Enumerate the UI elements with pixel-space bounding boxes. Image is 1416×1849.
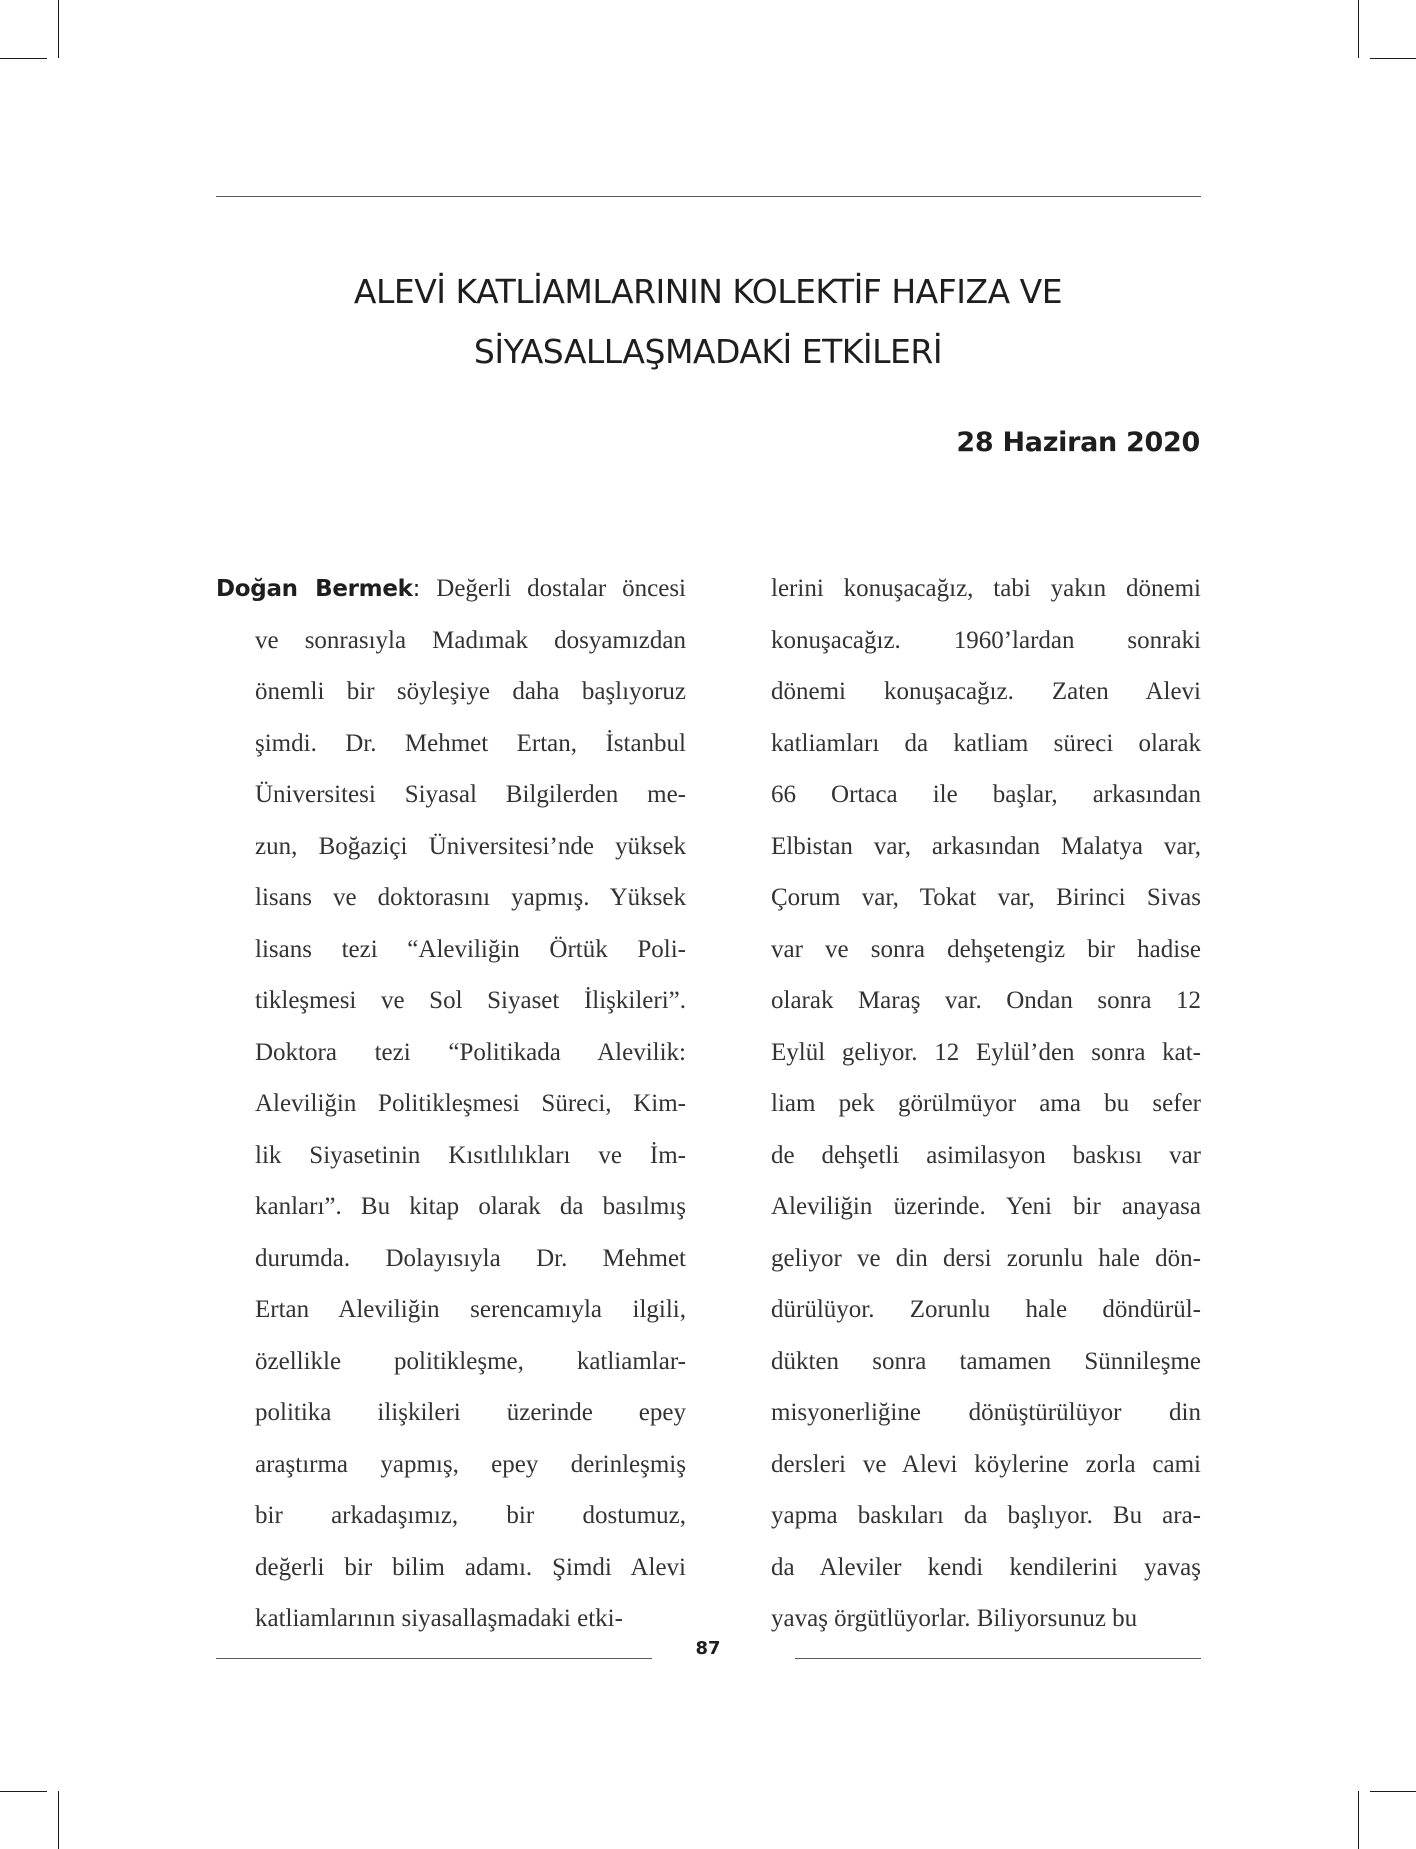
text-line: 66 Ortaca ile başlar, arkasından (771, 781, 1201, 808)
text-line: tikleşmesi ve Sol Siyaset İlişkileri”. (255, 987, 686, 1014)
text-line: araştırma yapmış, epey derinleşmiş (255, 1450, 686, 1478)
text-line: var ve sonra dehşetengiz bir hadise (771, 935, 1201, 963)
article-date: 28 Haziran 2020 (956, 427, 1200, 458)
speaker-name: Doğan Bermek (216, 576, 413, 602)
text-line: ve sonrasıyla Madımak dosyamızdan (255, 626, 686, 654)
line-text: Değerli dostalar öncesi (420, 575, 686, 602)
text-line: değerli bir bilim adamı. Şimdi Alevi (255, 1553, 686, 1581)
text-line: dürülüyor. Zorunlu hale döndürül- (771, 1296, 1201, 1323)
crop-mark (58, 0, 59, 58)
text-line: katliamlarının siyasallaşmadaki etki- (255, 1605, 623, 1632)
text-line: Doktora tezi “Politikada Alevilik: (255, 1038, 686, 1066)
text-line: Üniversitesi Siyasal Bilgilerden me- (255, 781, 686, 808)
text-line: Aleviliğin üzerinde. Yeni bir anayasa (771, 1193, 1201, 1220)
crop-mark (1358, 0, 1359, 58)
crop-mark (1370, 58, 1416, 59)
text-line: de dehşetli asimilasyon baskısı var (771, 1141, 1201, 1169)
page-number: 87 (695, 1638, 721, 1659)
text-line: özellikle politikleşme, katliamlar- (255, 1347, 686, 1375)
text-line: dükten sonra tamamen Sünnileşme (771, 1347, 1201, 1375)
text-line: katliamları da katliam süreci olarak (771, 729, 1201, 757)
text-line: konuşacağız. 1960’lardan sonraki (771, 626, 1201, 654)
text-line: lerini konuşacağız, tabi yakın dönemi (771, 575, 1201, 602)
text-line: yavaş örgütlüyorlar. Biliyorsunuz bu (771, 1605, 1138, 1632)
text-line: dersleri ve Alevi köylerine zorla cami (771, 1450, 1201, 1478)
text-line: önemli bir söyleşiye daha başlıyoruz (255, 678, 686, 705)
footer-rule-right (795, 1658, 1201, 1659)
text-line: politika ilişkileri üzerinde epey (255, 1399, 686, 1426)
header-rule (216, 196, 1201, 197)
text-line: lisans tezi “Aleviliğin Örtük Poli- (255, 935, 686, 963)
speaker-separator: : (412, 576, 421, 602)
text-line: misyonerliğine dönüştürülüyor din (771, 1399, 1201, 1426)
text-line: yapma baskıları da başlıyor. Bu ara- (771, 1502, 1201, 1529)
text-line: olarak Maraş var. Ondan sonra 12 (771, 987, 1201, 1014)
text-line: da Aleviler kendi kendilerini yavaş (771, 1553, 1201, 1581)
text-line: Aleviliğin Politikleşmesi Süreci, Kim- (255, 1090, 686, 1117)
crop-mark (1358, 1791, 1359, 1849)
text-line: Eylül geliyor. 12 Eylül’den sonra kat- (771, 1038, 1201, 1066)
text-line: dönemi konuşacağız. Zaten Alevi (771, 678, 1201, 705)
crop-mark (1370, 1791, 1416, 1792)
left-column (216, 563, 686, 1645)
title-line-1: ALEVİ KATLİAMLARININ KOLEKTİF HAFIZA VE (353, 272, 1063, 311)
right-column (771, 563, 1201, 1645)
text-line: Çorum var, Tokat var, Birinci Sivas (771, 884, 1201, 911)
text-line: durumda. Dolayısıyla Dr. Mehmet (255, 1244, 686, 1272)
text-line: lisans ve doktorasını yapmış. Yüksek (255, 884, 686, 911)
text-line: liam pek görülmüyor ama bu sefer (771, 1090, 1201, 1117)
crop-mark (0, 1791, 47, 1792)
text-line: kanları”. Bu kitap olarak da basılmış (255, 1193, 686, 1220)
crop-mark (58, 1791, 59, 1849)
text-line: Elbistan var, arkasından Malatya var, (771, 832, 1201, 860)
text-line: lik Siyasetinin Kısıtlılıkları ve İm- (255, 1141, 686, 1169)
text-line: şimdi. Dr. Mehmet Ertan, İstanbul (255, 729, 686, 757)
text-line: zun, Boğaziçi Üniversitesi’nde yüksek (255, 832, 686, 860)
text-line: bir arkadaşımız, bir dostumuz, (255, 1502, 686, 1529)
footer-rule-left (216, 1658, 652, 1659)
article-title (215, 262, 1201, 382)
text-line: geliyor ve din dersi zorunlu hale dön- (771, 1244, 1201, 1272)
crop-mark (0, 58, 47, 59)
title-line-2: SİYASALLAŞMADAKİ ETKİLERİ (473, 332, 943, 371)
text-line: Ertan Aleviliğin serencamıyla ilgili, (255, 1296, 686, 1323)
text-line (216, 563, 686, 615)
